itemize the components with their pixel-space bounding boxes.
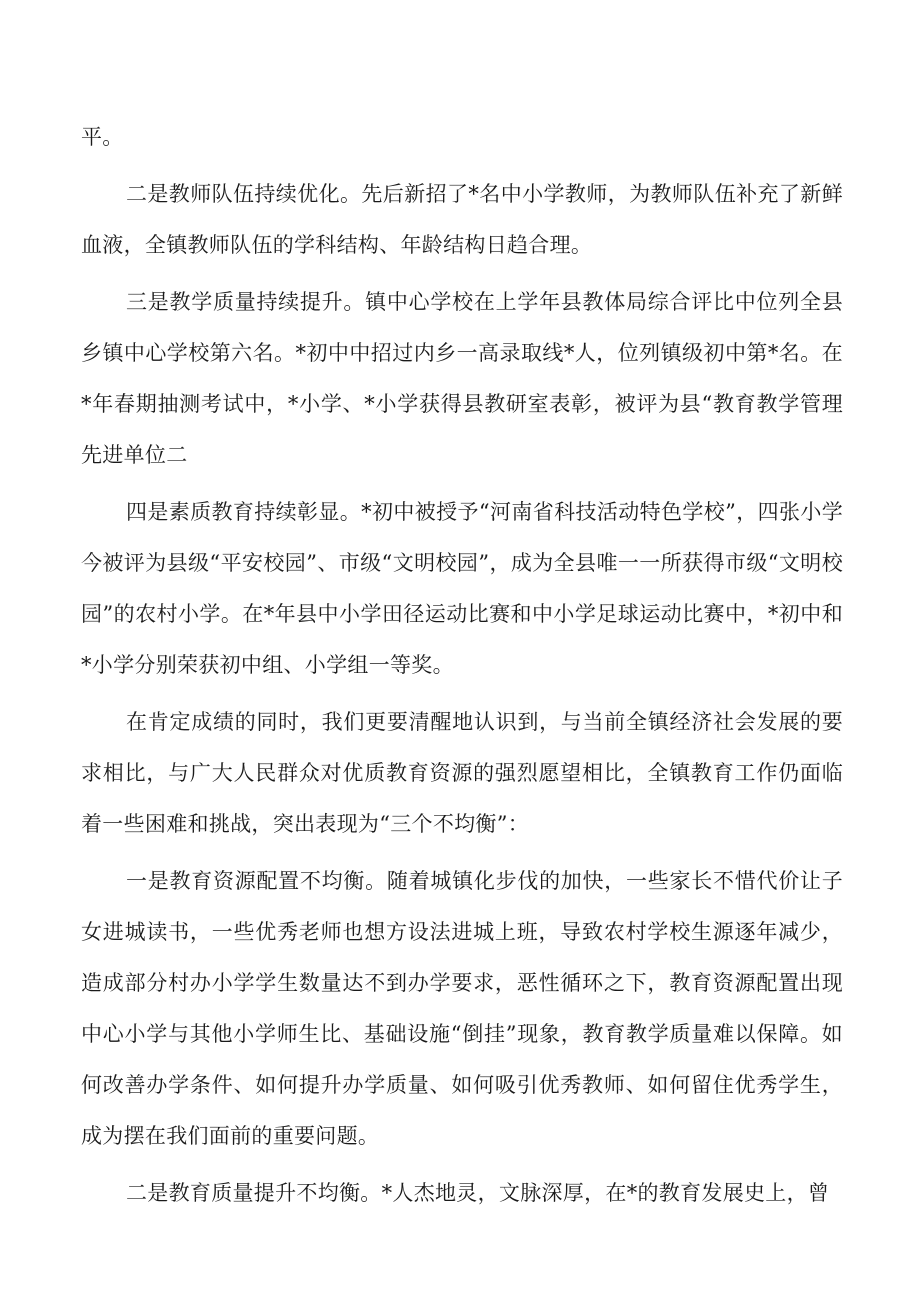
paragraph-quality-imbalance: 二是教育质量提升不均衡。*人杰地灵，文脉深厚，在*的教育发展史上，曾 (126, 1181, 830, 1205)
paragraph-resource-imbalance: 一是教育资源配置不均衡。随着城镇化步伐的加快，一些家长不惜代价让子女进城读书，一些优秀老师也想方设法进城上班，导致农村学校生源逐年减少，造成部分村办小学学生数量达不到办学要求，恶性循环之下，教育资源配置出现中心小学与其他小学师生比、基础设施“倒挂”现象，教育教学质量难以保障。如何改善办学条件、如何提升办学质量、如何吸引优秀教师、如何留住优秀学生，成为摆在我们面前的重要问题。 (81, 869, 843, 1148)
paragraph-quality-education: 四是素质教育持续彰显。*初中被授予“河南省科技活动特色学校”，四张小学今被评为县级“平安校园”、市级“文明校园”，成为全县唯一一所获得市级“文明校园”的农村小学。在*年县中小学田径运动比赛和中小学足球运动比赛中，*初中和*小学分别荣获初中组、小学组一等奖。 (81, 500, 843, 677)
document-body (81, 112, 843, 1219)
paragraph-challenges-intro: 在肯定成绩的同时，我们更要清醒地认识到，与当前全镇经济社会发展的要求相比，与广大人民群众对优质教育资源的强烈愿望相比，全镇教育工作仍面临着一些困难和挑战，突出表现为“三个不均衡”： (81, 710, 843, 836)
paragraph-teacher-team: 二是教师队伍持续优化。先后新招了*名中小学教师，为教师队伍补充了新鲜血液，全镇教师队伍的学科结构、年龄结构日趋合理。 (81, 182, 843, 257)
paragraph-teaching-quality: 三是教学质量持续提升。镇中心学校在上学年县教体局综合评比中位列全县乡镇中心学校第六名。*初中中招过内乡一高录取线*人，位列镇级初中第*名。在*年春期抽测考试中，*小学、*小学获得县教研室表彰，被评为县“教育教学管理先进单位二 (81, 290, 843, 467)
paragraph-continuation: 平。 (81, 125, 124, 149)
